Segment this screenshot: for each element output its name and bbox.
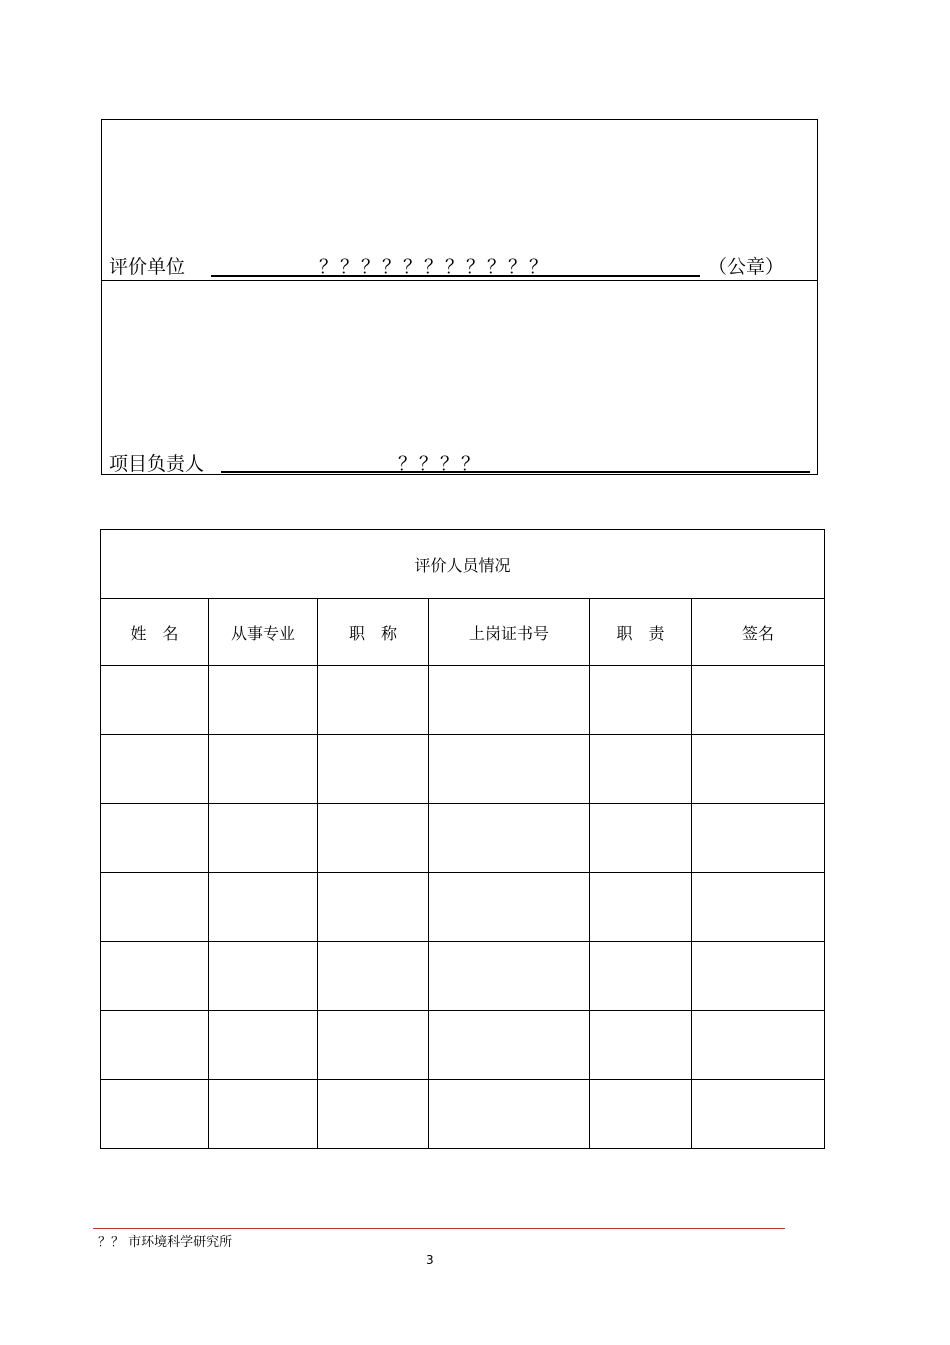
table-cell[interactable] bbox=[101, 735, 209, 804]
header-duty: 职 责 bbox=[590, 599, 692, 666]
leader-underline bbox=[221, 471, 810, 473]
table-cell[interactable] bbox=[318, 1011, 429, 1080]
table-cell[interactable] bbox=[429, 804, 590, 873]
table-cell[interactable] bbox=[692, 942, 825, 1011]
table-cell[interactable] bbox=[429, 666, 590, 735]
table-cell[interactable] bbox=[692, 666, 825, 735]
table-cell[interactable] bbox=[101, 873, 209, 942]
table-cell[interactable] bbox=[209, 1080, 318, 1149]
table-row bbox=[101, 666, 825, 735]
leader-label: 项目负责人 bbox=[109, 453, 205, 475]
table-cell[interactable] bbox=[590, 735, 692, 804]
table-cell[interactable] bbox=[692, 735, 825, 804]
table-cell[interactable] bbox=[209, 804, 318, 873]
table-cell[interactable] bbox=[590, 804, 692, 873]
table-row bbox=[101, 804, 825, 873]
table-cell[interactable] bbox=[209, 942, 318, 1011]
staff-table-header-row bbox=[101, 599, 825, 666]
table-cell[interactable] bbox=[429, 1011, 590, 1080]
table-cell[interactable] bbox=[209, 1011, 318, 1080]
table-cell[interactable] bbox=[429, 942, 590, 1011]
table-cell[interactable] bbox=[101, 942, 209, 1011]
table-cell[interactable] bbox=[318, 942, 429, 1011]
table-row bbox=[101, 942, 825, 1011]
table-cell[interactable] bbox=[209, 873, 318, 942]
table-cell[interactable] bbox=[692, 804, 825, 873]
table-cell[interactable] bbox=[101, 666, 209, 735]
header-title: 职 称 bbox=[318, 599, 429, 666]
approval-divider bbox=[102, 280, 817, 281]
staff-table-title: 评价人员情况 bbox=[101, 530, 825, 599]
table-cell[interactable] bbox=[101, 1011, 209, 1080]
table-cell[interactable] bbox=[209, 735, 318, 804]
header-certificate: 上岗证书号 bbox=[429, 599, 590, 666]
unit-label: 评价单位 bbox=[109, 256, 186, 278]
approval-box bbox=[101, 119, 818, 475]
table-cell[interactable] bbox=[318, 804, 429, 873]
table-cell[interactable] bbox=[692, 1011, 825, 1080]
unit-value: ？？？？？？？？？？？ bbox=[319, 256, 551, 278]
table-cell[interactable] bbox=[590, 873, 692, 942]
table-cell[interactable] bbox=[692, 873, 825, 942]
page-number: 3 bbox=[426, 1253, 434, 1267]
table-cell[interactable] bbox=[590, 666, 692, 735]
table-row bbox=[101, 1080, 825, 1149]
table-cell[interactable] bbox=[590, 1011, 692, 1080]
table-cell[interactable] bbox=[429, 873, 590, 942]
header-signature: 签名 bbox=[692, 599, 825, 666]
leader-value: ？？？？ bbox=[398, 453, 483, 475]
table-cell[interactable] bbox=[101, 804, 209, 873]
table-cell[interactable] bbox=[318, 1080, 429, 1149]
header-name: 姓 名 bbox=[101, 599, 209, 666]
header-specialty: 从事专业 bbox=[209, 599, 318, 666]
footer-divider bbox=[93, 1228, 785, 1229]
table-cell[interactable] bbox=[101, 1080, 209, 1149]
table-cell[interactable] bbox=[318, 873, 429, 942]
table-cell[interactable] bbox=[429, 735, 590, 804]
table-cell[interactable] bbox=[590, 1080, 692, 1149]
table-cell[interactable] bbox=[429, 1080, 590, 1149]
table-row bbox=[101, 1011, 825, 1080]
staff-table bbox=[100, 529, 825, 1149]
table-row bbox=[101, 873, 825, 942]
table-cell[interactable] bbox=[209, 666, 318, 735]
seal-label: （公章） bbox=[708, 256, 785, 278]
table-cell[interactable] bbox=[318, 735, 429, 804]
footer-org: ？？ 市环境科学研究所 bbox=[98, 1235, 233, 1250]
table-cell[interactable] bbox=[318, 666, 429, 735]
table-cell[interactable] bbox=[590, 942, 692, 1011]
table-cell[interactable] bbox=[692, 1080, 825, 1149]
table-row bbox=[101, 735, 825, 804]
